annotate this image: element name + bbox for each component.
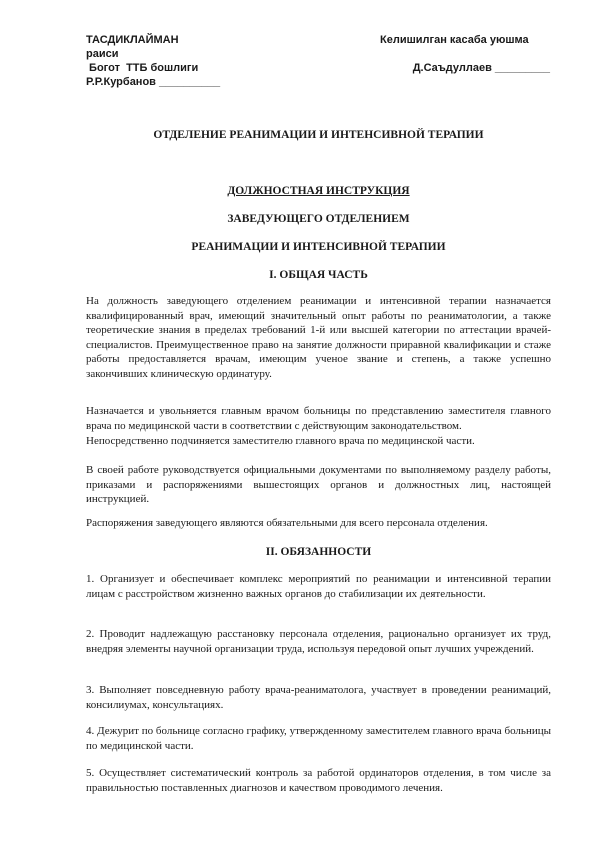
approval-left-line3: Богот ТТБ бошлиги (86, 62, 199, 74)
paragraph-general-3: Непосредственно подчиняется заместителю главного врача по медицинской части. (86, 435, 475, 447)
paragraph-duty-5: 5. Осуществляет систематический контроль за работой ординаторов отделения, в том числе за правильностью поставленных диагнозов и качеством проводимого лечения. (86, 767, 551, 794)
approval-right-line2: Д.Саъдуллаев _________ (412, 62, 550, 74)
paragraph-general-4: В своей работе руководствуется официальными документами по выполняемому разделу работы, приказами и распоряжениями вышестоящих органов и должностных лиц, настоящей инструкцией. (86, 464, 551, 505)
approval-block-left (86, 33, 220, 89)
document-title-line1: ДОЛЖНОСТНАЯ ИНСТРУКЦИЯ (227, 185, 410, 197)
approval-right-line1: Келишилган касаба уюшма (380, 34, 529, 46)
paragraph-duty-2: 2. Проводит надлежащую расстановку персонала отделения, рационально организует их труд, внедряя элементы научной организации труда, используя передовой опыт лучших учреждений. (86, 628, 551, 655)
paragraph-general-5: Распоряжения заведующего являются обязательными для всего персонала отделения. (86, 517, 488, 529)
approval-left-line4: Р.Р.Курбанов __________ (86, 76, 221, 88)
paragraph-duty-4: 4. Дежурит по больнице согласно графику, утвержденному заместителем главного врача больницы по медицинской части. (86, 725, 551, 752)
paragraph-duty-1: 1. Организует и обеспечивает комплекс мероприятий по реанимации и интенсивной терапии лицам с расстройством жизненно важных органов до стабилизации их деятельности. (86, 573, 551, 600)
section-heading-general: I. ОБЩАЯ ЧАСТЬ (269, 269, 368, 281)
department-heading: ОТДЕЛЕНИЕ РЕАНИМАЦИИ И ИНТЕНСИВНОЙ ТЕРАПИИ (153, 129, 484, 141)
paragraph-general-2: Назначается и увольняется главным врачом больницы по представлению заместителя главного врача по медицинской части в соответствии с действующим законодательством. (86, 405, 551, 432)
document-title-line3: РЕАНИМАЦИИ И ИНТЕНСИВНОЙ ТЕРАПИИ (191, 241, 446, 253)
paragraph-duty-3: 3. Выполняет повседневную работу врача-реаниматолога, участвует в проведении реанимаций, консилиумах, консультациях. (86, 684, 551, 711)
approval-block-right (380, 33, 550, 75)
approval-left-line1: ТАСДИКЛАЙМАН (86, 34, 179, 46)
section-heading-duties: II. ОБЯЗАННОСТИ (265, 546, 372, 558)
paragraph-general-1: На должность заведующего отделением реанимации и интенсивной терапии назначается квалифицированный врач, имеющий значительный опыт работы по реаниматологии, а также теоретические знания в пределах требований 1-й или высшей категории по аттестации врачей-специалистов. Преимущественное право на занятие должности приравной квалификации и стаже работы предоставляется врачам, имеющим ученое звание и степень, а также успешно закончивших клиническую ординатуру. (86, 295, 551, 380)
approval-left-line2: раиси (86, 48, 119, 60)
document-title-line2: ЗАВЕДУЮЩЕГО ОТДЕЛЕНИЕМ (227, 213, 410, 225)
